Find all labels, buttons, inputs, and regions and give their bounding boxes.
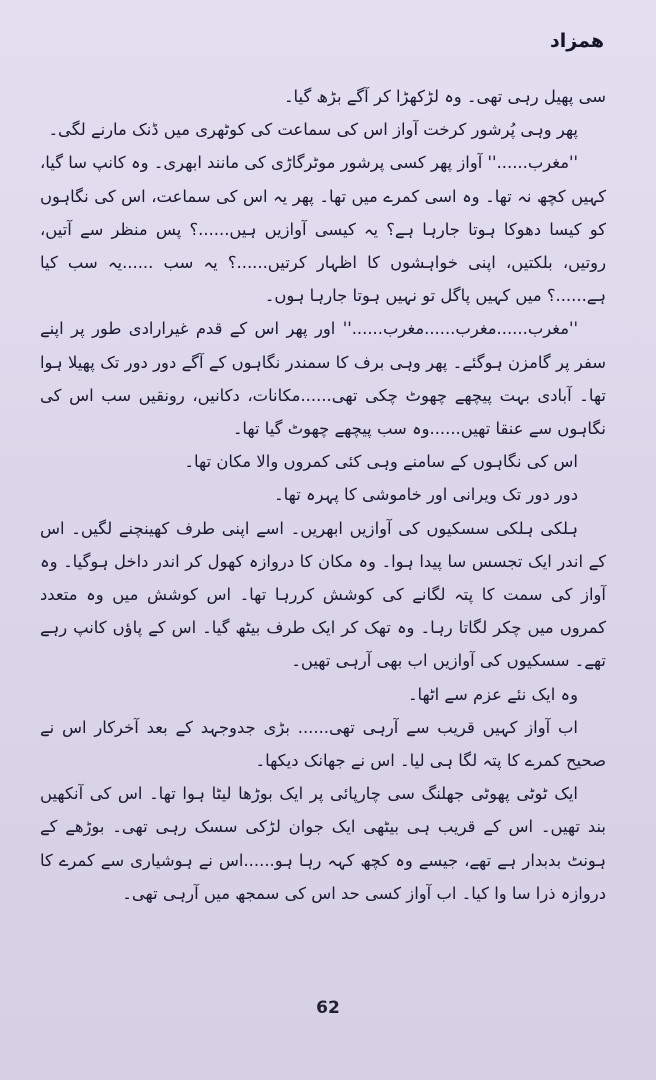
paragraph: اس کی نگاہوں کے سامنے وہی کئی کمروں والا مکان تھا۔ bbox=[184, 452, 578, 472]
paragraph: سی پھیل رہی تھی۔ وہ لڑکھڑا کر آگے بڑھ گیا۔ bbox=[283, 87, 606, 106]
body-text bbox=[40, 80, 606, 910]
paragraph: ایک ٹوٹی پھوٹی جھلنگ سی چارپائی پر ایک بوڑھا لیٹا ہوا تھا۔ اس کی آنکھیں بند تھیں۔ اس کے قریب ہی بیٹھی ایک جوان لڑکی سسک رہی تھی۔ بوڑھے کے ہونٹ بدبدار ہے تھے، جیسے وہ کچھ کہہ رہا ہو......اس نے ہوشیاری سے کمرے کا دروازہ ذرا سا وا کیا۔ اب آواز کسی حد اس کی سمجھ میں آرہی تھی۔ bbox=[40, 784, 606, 903]
paragraph: اب آواز کہیں قریب سے آرہی تھی...... بڑی جدوجہد کے بعد آخرکار اس نے صحیح کمرے کا پتہ لگا ہی لیا۔ اس نے جھانک دیکھا۔ bbox=[40, 717, 606, 771]
running-header: ھمزاد bbox=[550, 30, 604, 52]
paragraph: ہلکی ہلکی سسکیوں کی آوازیں ابھریں۔ اسے اپنی طرف کھینچنے لگیں۔ اس کے اندر ایک تجسس سا پیدا ہوا۔ وہ مکان کا دروازہ کھول کر اندر داخل ہوگیا۔ وہ آواز کی سمت کا پتہ لگانے کی کوشش کررہا تھا۔ اس کوشش میں وہ متعدد کمروں میں چکر لگاتا رہا۔ وہ تھک کر ایک طرف بیٹھ گیا۔ اس کے پاؤں کانپ رہے تھے۔ سسکیوں کی آوازیں اب بھی آرہی تھیں۔ bbox=[40, 518, 606, 671]
paragraph: پھر وہی پُرشور کرخت آواز اس کی سماعت کی کوٹھری میں ڈنک مارنے لگی۔ bbox=[48, 120, 578, 140]
paragraph: ''مغرب......'' آواز پھر کسی پرشور موٹرگاڑی کی مانند ابھری۔ وہ کانپ سا گیا، کہیں کچھ نہ تھا۔ وہ اسی کمرے میں تھا۔ پھر یہ اس کی سماعت، اس کی نگاہوں کو کیسا دھوکا ہوتا جارہا ہے؟ یہ کیسی آوازیں ہیں......؟ پس منظر سے آتیں، روتیں، بلکتیں، اپنی خواہشوں کا اظہار کرتیں......؟ یہ سب ......یہ سب کیا ہے......؟ میں کہیں پاگل تو نہیں ہوتا جارہا ہوں۔ bbox=[40, 153, 606, 306]
page-number: 62 bbox=[316, 998, 340, 1018]
paragraph: دور دور تک ویرانی اور خاموشی کا پہرہ تھا۔ bbox=[274, 485, 578, 505]
paragraph: وہ ایک نئے عزم سے اٹھا۔ bbox=[407, 684, 578, 704]
paragraph: ''مغرب......مغرب......مغرب......'' اور پھر اس کے قدم غیرارادی طور پر اپنے سفر پر گامزن ہوگئے۔ پھر وہی برف کا سمندر نگاہوں کے آگے دور دور تک پھیلا ہوا تھا۔ آبادی بہت پیچھے چھوٹ چکی تھی......مکانات، دکانیں، رونقیں سب اس کی نگاہوں سے عنقا تھیں......وہ سب پیچھے چھوٹ گیا تھا۔ bbox=[40, 319, 606, 439]
